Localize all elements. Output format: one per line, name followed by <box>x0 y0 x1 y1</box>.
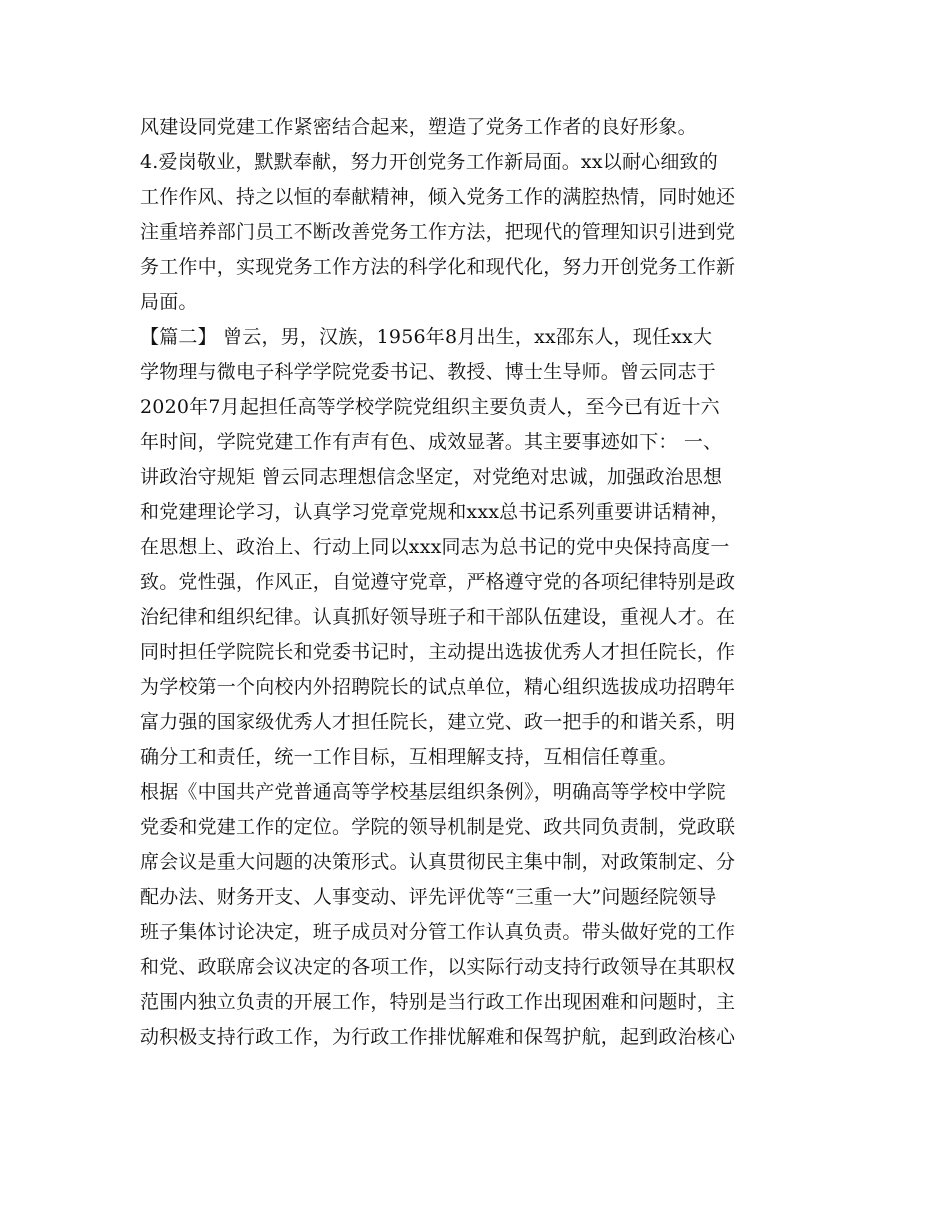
text-line: 在思想上、政治上、行动上同以xxx同志为总书记的党中央保持高度一 <box>140 536 730 558</box>
document-body <box>140 110 830 1055</box>
text-line: 风建设同党建工作紧密结合起来，塑造了党务工作者的良好形象。 <box>140 116 697 138</box>
text-line: 为学校第一个向校内外招聘院长的试点单位，精心组织选拔成功招聘年 <box>140 676 736 698</box>
text-line: 和党、政联席会议决定的各项工作，以实际行动支持行政领导在其职权 <box>140 956 736 978</box>
text-line: 治纪律和组织纪律。认真抓好领导班子和干部队伍建设，重视人才。在 <box>140 606 736 628</box>
text-line: 致。党性强，作风正，自觉遵守党章，严格遵守党的各项纪律特别是政 <box>140 571 736 593</box>
text-line: 同时担任学院院长和党委书记时，主动提出选拔优秀人才担任院长，作 <box>140 641 736 663</box>
text-line: 根据《中国共产党普通高等学校基层组织条例》，明确高等学校中学院 <box>140 781 726 803</box>
text-line: 注重培养部门员工不断改善党务工作方法，把现代的管理知识引进到党 <box>140 221 736 243</box>
text-line: 年时间，学院党建工作有声有色、成效显著。其主要事迹如下： 一、 <box>140 431 723 453</box>
text-line: 党委和党建工作的定位。学院的领导机制是党、政共同负责制，党政联 <box>140 816 736 838</box>
text-line: 确分工和责任，统一工作目标，互相理解支持，互相信任尊重。 <box>140 746 678 768</box>
text-line: 和党建理论学习，认真学习党章党规和xxx总书记系列重要讲话精神， <box>140 501 730 523</box>
text-line: 范围内独立负责的开展工作，特别是当行政工作出现困难和问题时，主 <box>140 991 736 1013</box>
text-line: 工作作风、持之以恒的奉献精神，倾入党务工作的满腔热情，同时她还 <box>140 186 736 208</box>
text-line: 配办法、财务开支、人事变动、评先评优等“三重一大”问题经院领导 <box>140 886 717 908</box>
text-line: 讲政治守规矩 曾云同志理想信念坚定，对党绝对忠诚，加强政治思想 <box>140 466 723 488</box>
text-line: 学物理与微电子科学学院党委书记、教授、博士生导师。曾云同志于 <box>140 361 717 383</box>
text-line: 富力强的国家级优秀人才担任院长，建立党、政一把手的和谐关系，明 <box>140 711 736 733</box>
text-line: 班子集体讨论决定，班子成员对分管工作认真负责。带头做好党的工作 <box>140 921 736 943</box>
text-line: 务工作中，实现党务工作方法的科学化和现代化，努力开创党务工作新 <box>140 256 736 278</box>
text-line: 局面。 <box>140 291 198 313</box>
text-line: 席会议是重大问题的决策形式。认真贯彻民主集中制，对政策制定、分 <box>140 851 736 873</box>
text-line: 2020年7月起担任高等学校学院党组织主要负责人，至今已有近十六 <box>140 396 720 418</box>
text-line: 动积极支持行政工作，为行政工作排忧解难和保驾护航，起到政治核心 <box>140 1026 736 1048</box>
text-line: 【篇二】 曾云，男，汉族，1956年8月出生，xx邵东人，现任xx大 <box>140 326 713 348</box>
text-line: 4.爱岗敬业，默默奉献，努力开创党务工作新局面。xx以耐心细致的 <box>140 151 718 173</box>
